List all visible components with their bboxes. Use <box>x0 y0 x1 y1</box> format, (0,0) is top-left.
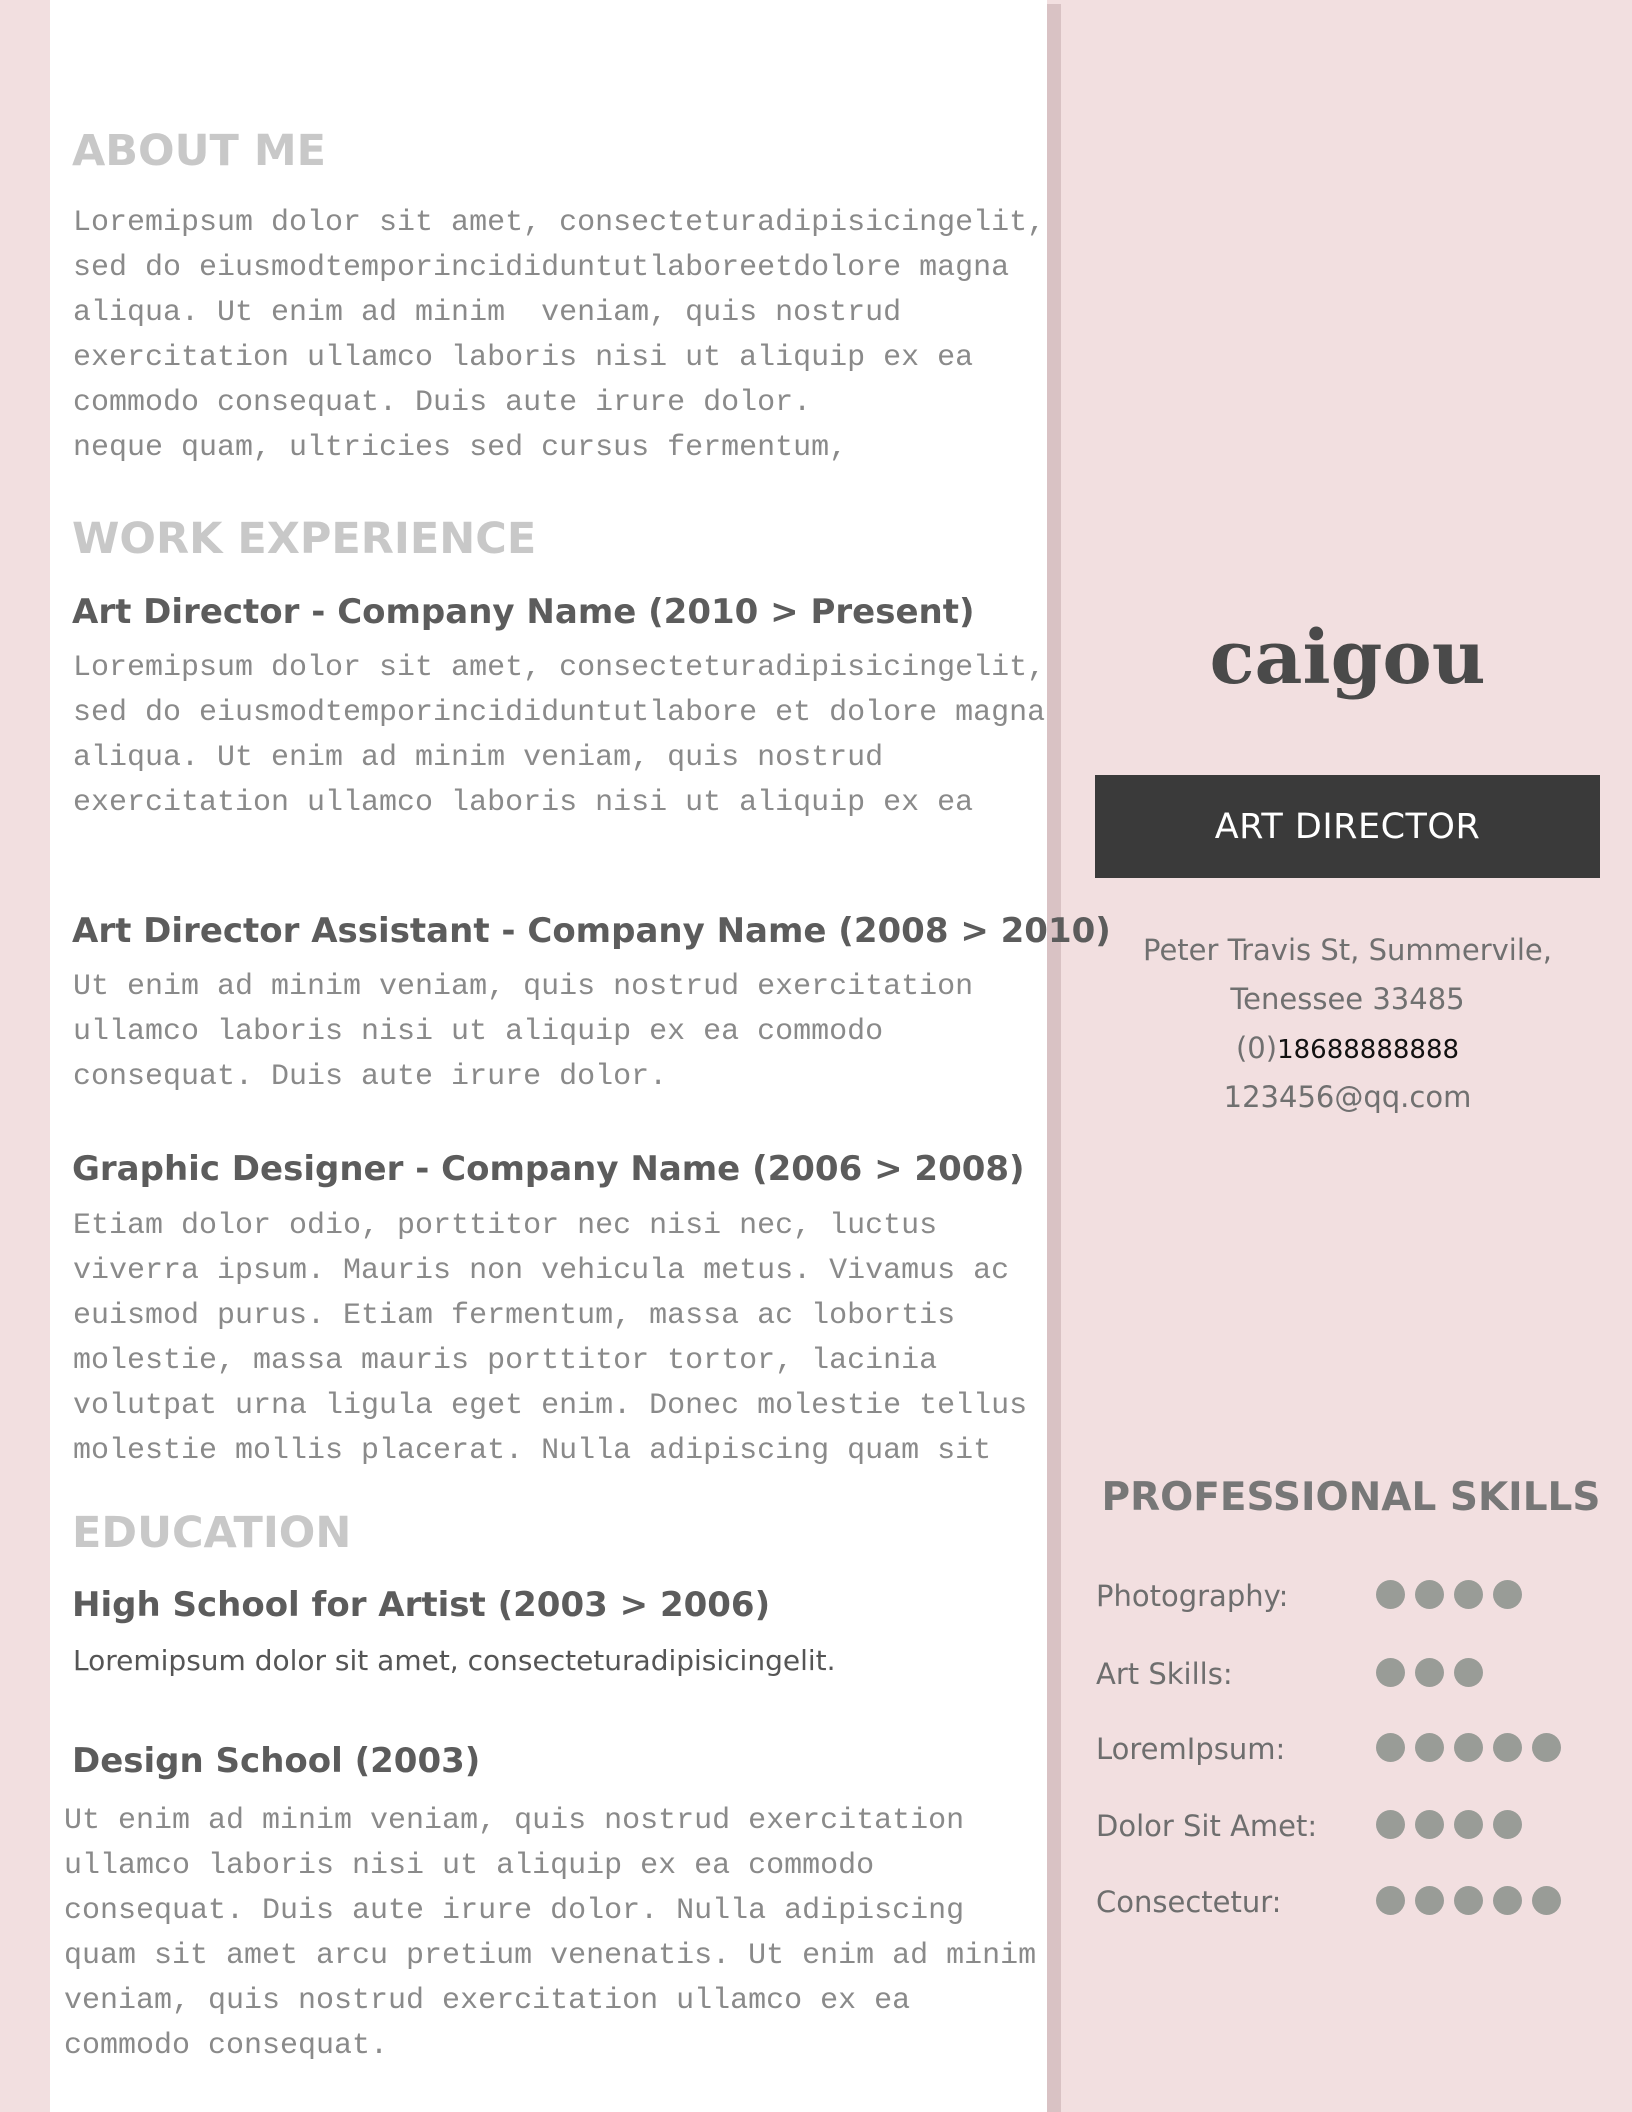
phone-number: 18688888888 <box>1277 1035 1460 1065</box>
education-title-high-school: High School for Artist (2003 > 2006) <box>72 1585 771 1625</box>
work-experience-heading: WORK EXPERIENCE <box>72 514 537 564</box>
job-title-art-director-assistant: Art Director Assistant - Company Name (2008 > 2010) <box>72 911 1111 951</box>
skill-dot <box>1493 1733 1522 1762</box>
skill-dot <box>1376 1658 1405 1687</box>
skill-label-consectetur: Consectetur: <box>1096 1885 1282 1919</box>
skill-dot <box>1415 1886 1444 1915</box>
skill-dot <box>1454 1810 1483 1839</box>
column-divider <box>1047 4 1061 2112</box>
skill-dot <box>1493 1810 1522 1839</box>
education-description-high-school: Loremipsum dolor sit amet, consecteturadipisicingelit. <box>73 1644 836 1677</box>
education-title-design-school: Design School (2003) <box>72 1741 481 1781</box>
role-banner <box>1095 775 1600 878</box>
skill-rating-dolor-sit-amet <box>1376 1810 1522 1839</box>
address-line-2: Tenessee 33485 <box>1230 982 1465 1016</box>
about-me-heading: ABOUT ME <box>72 126 326 176</box>
skill-dot <box>1415 1810 1444 1839</box>
email: 123456@qq.com <box>1223 1080 1472 1114</box>
skill-rating-consectetur <box>1376 1886 1561 1915</box>
skill-dot <box>1376 1580 1405 1609</box>
professional-skills-heading: PROFESSIONAL SKILLS <box>1101 1475 1601 1520</box>
job-title-art-director: Art Director - Company Name (2010 > Present) <box>72 592 975 632</box>
skill-dot <box>1454 1886 1483 1915</box>
skill-label-art-skills: Art Skills: <box>1096 1657 1233 1691</box>
job-description-art-director: Loremipsum dolor sit amet, consecteturadipisicingelit, sed do eiusmodtemporincididuntutlabore et dolore magna aliqua. Ut enim ad minim veniam, quis nostrud exercitation ullamco laboris nisi ut aliquip ex ea <box>73 651 1046 820</box>
skill-dot <box>1415 1580 1444 1609</box>
profile-name: caigou <box>1209 615 1486 701</box>
skill-label-photography: Photography: <box>1096 1579 1289 1613</box>
phone <box>1095 1031 1600 1065</box>
skill-dot <box>1454 1580 1483 1609</box>
job-title-graphic-designer: Graphic Designer - Company Name (2006 > 2008) <box>72 1149 1025 1189</box>
skill-dot <box>1493 1886 1522 1915</box>
skill-dot <box>1454 1733 1483 1762</box>
skill-dot <box>1376 1886 1405 1915</box>
address-line-1: Peter Travis St, Summervile, <box>1143 933 1552 967</box>
role-title: ART DIRECTOR <box>1214 806 1481 847</box>
skill-rating-art-skills <box>1376 1658 1483 1687</box>
skill-dot <box>1532 1733 1561 1762</box>
job-description-art-director-assistant: Ut enim ad minim veniam, quis nostrud exercitation ullamco laboris nisi ut aliquip ex ea commodo consequat. Duis aute irure dolor. <box>73 970 974 1094</box>
skill-dot <box>1454 1658 1483 1687</box>
skill-dot <box>1415 1733 1444 1762</box>
skill-dot <box>1415 1658 1444 1687</box>
about-me-text: Loremipsum dolor sit amet, consecteturadipisicingelit, sed do eiusmodtemporincididuntutlaboreetdolore magna aliqua. Ut enim ad minim veniam, quis nostrud exercitation ullamco laboris nisi ut aliquip ex ea commodo consequat. Duis aute irure dolor. neque quam, ultricies sed cursus fermentum, <box>73 206 1046 465</box>
job-description-graphic-designer: Etiam dolor odio, porttitor nec nisi nec, luctus viverra ipsum. Mauris non vehicula metus. Vivamus ac euismod purus. Etiam fermentum, massa ac lobortis molestie, massa mauris porttitor tortor, lacinia volutpat urna ligula eget enim. Donec molestie tellus molestie mollis placerat. Nulla adipiscing quam sit <box>73 1209 1028 1468</box>
education-heading: EDUCATION <box>72 1508 352 1558</box>
skill-rating-photography <box>1376 1580 1522 1609</box>
skill-dot <box>1376 1810 1405 1839</box>
education-description-design-school: Ut enim ad minim veniam, quis nostrud exercitation ullamco laboris nisi ut aliquip ex ea commodo consequat. Duis aute irure dolor. Nulla adipiscing quam sit amet arcu pretium venenatis. Ut enim ad minim veniam, quis nostrud exercitation ullamco ex ea commodo consequat. <box>64 1804 1037 2063</box>
skill-dot <box>1376 1733 1405 1762</box>
skill-dot <box>1532 1886 1561 1915</box>
phone-prefix: (0) <box>1235 1031 1278 1065</box>
skill-label-loremipsum: LoremIpsum: <box>1096 1732 1286 1766</box>
skill-rating-loremipsum <box>1376 1733 1561 1762</box>
skill-label-dolor-sit-amet: Dolor Sit Amet: <box>1096 1809 1318 1843</box>
skill-dot <box>1493 1580 1522 1609</box>
